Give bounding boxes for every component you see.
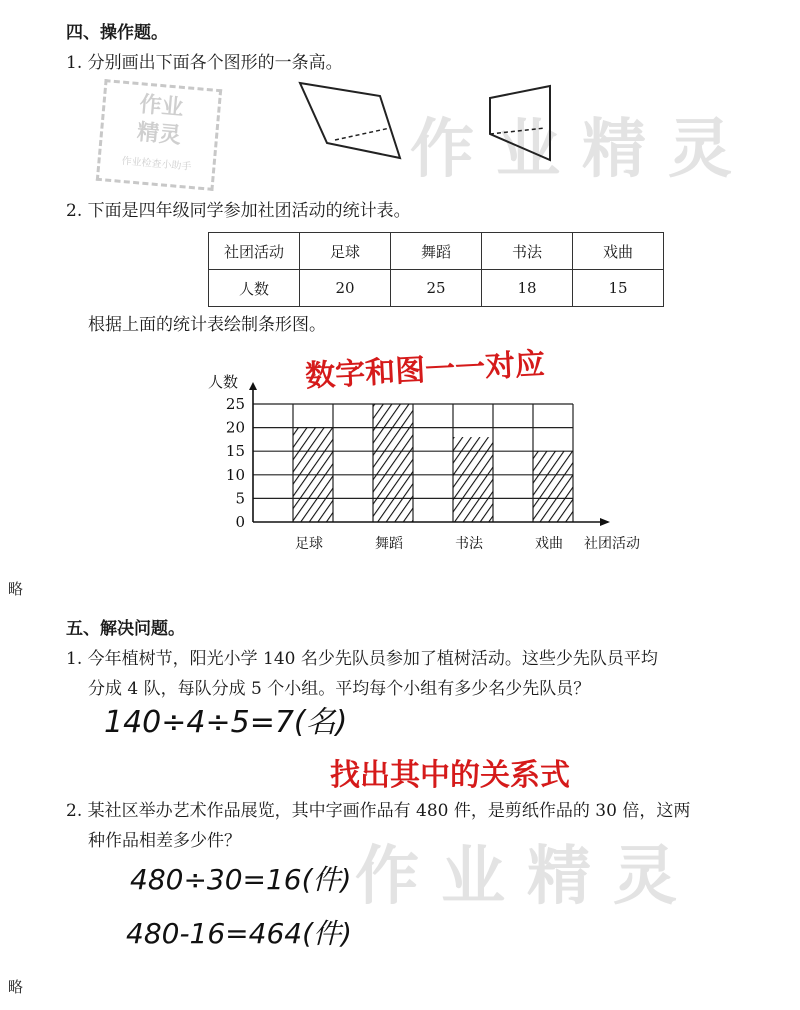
table-cell: 人数 <box>209 270 300 307</box>
parallelogram-shape <box>300 83 400 158</box>
handwritten-answer-q2-step2: 480-16=464(件) <box>126 917 352 950</box>
y-tick-label: 10 <box>225 465 245 484</box>
section5-q1-line2: 分成 4 队，每队分成 5 个小组。平均每个小组有多少名少先队员？ <box>88 679 591 699</box>
section4-title: 四、操作题。 <box>66 23 168 43</box>
stamp-line3: 作业检查小助手 <box>121 155 192 173</box>
trapezoid-shape <box>490 86 550 160</box>
x-axis-arrow <box>600 518 610 526</box>
y-tick-label: 15 <box>225 442 245 461</box>
table-cell: 书法 <box>482 233 573 270</box>
table-cell: 25 <box>391 270 482 307</box>
y-tick-label: 20 <box>225 418 245 437</box>
handwritten-answer-q1: 140÷4÷5=7(名) <box>104 705 348 740</box>
section5-q1-line1: 1. 今年植树节，阳光小学 140 名少先队员参加了植树活动。这些少先队员平均 <box>66 649 658 669</box>
table-data-row <box>209 270 664 307</box>
y-tick-label: 25 <box>225 395 245 413</box>
homework-stamp <box>96 79 222 191</box>
handwritten-answer-q2-step1: 480÷30=16(件) <box>130 863 352 896</box>
bar <box>533 451 573 522</box>
watermark-bottom: 作业精灵 <box>355 840 699 914</box>
y-axis-arrow <box>249 382 257 390</box>
section4-q2b: 根据上面的统计表绘制条形图。 <box>88 315 326 335</box>
section4-q2: 2. 下面是四年级同学参加社团活动的统计表。 <box>66 201 411 221</box>
red-note-chart: 数字和图一一对应 <box>304 346 546 395</box>
x-tick-label: 舞蹈 <box>375 536 403 552</box>
x-axis-label: 社团活动 <box>584 536 640 552</box>
bar <box>373 404 413 522</box>
stat-table <box>208 232 664 307</box>
bar-chart <box>200 372 670 552</box>
table-cell: 20 <box>300 270 391 307</box>
section5-title: 五、解决问题。 <box>66 619 185 639</box>
x-tick-label: 足球 <box>295 536 323 552</box>
bar <box>453 437 493 522</box>
answer-section5: 略 <box>8 978 24 996</box>
stamp-line2: 精灵 <box>136 120 183 149</box>
bar <box>293 428 333 522</box>
answer-section4: 略 <box>8 580 24 598</box>
section5-q2-line1: 2. 某社区举办艺术作品展览，其中字画作品有 480 件，是剪纸作品的 30 倍，这两 <box>66 801 691 821</box>
red-note-relationship: 找出其中的关系式 <box>330 758 570 793</box>
watermark-top: 作业精灵 <box>410 113 754 187</box>
table-cell: 足球 <box>300 233 391 270</box>
stamp-line1: 作业 <box>138 92 185 121</box>
shapes-figure <box>295 78 575 168</box>
table-cell: 15 <box>573 270 664 307</box>
table-header-row <box>209 233 664 270</box>
table-cell: 社团活动 <box>209 233 300 270</box>
x-tick-label: 戏曲 <box>535 536 563 552</box>
table-cell: 舞蹈 <box>391 233 482 270</box>
section4-q1: 1. 分别画出下面各个图形的一条高。 <box>66 53 343 73</box>
section5-q2-line2: 种作品相差多少件？ <box>88 831 241 851</box>
x-tick-label: 书法 <box>455 536 483 552</box>
y-tick-label: 0 <box>235 513 245 531</box>
table-cell: 18 <box>482 270 573 307</box>
y-tick-label: 5 <box>235 489 245 508</box>
table-cell: 戏曲 <box>573 233 664 270</box>
y-axis-label: 人数 <box>208 373 239 391</box>
